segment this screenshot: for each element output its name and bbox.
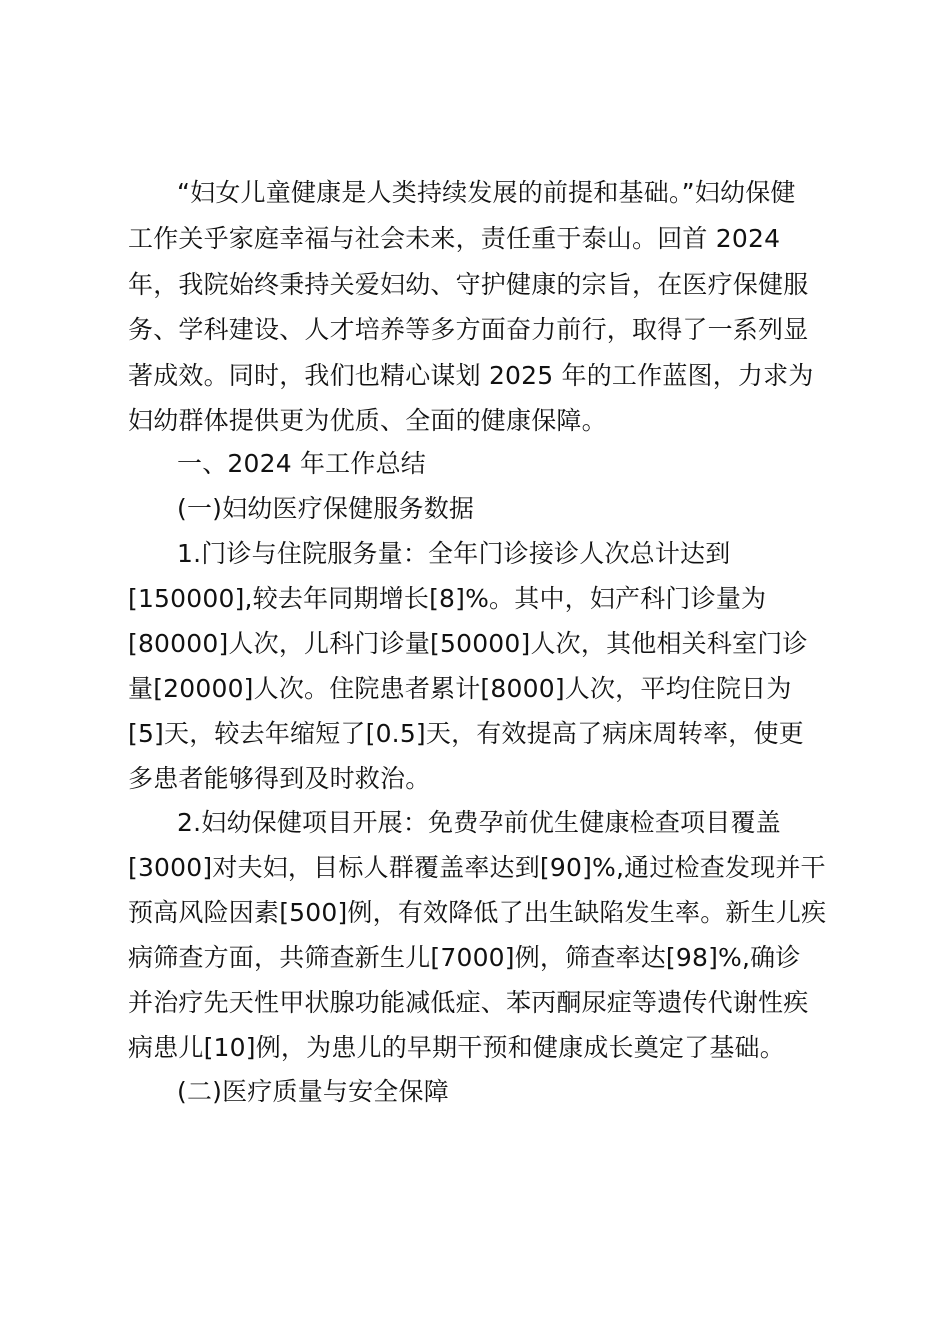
item-1-line-5: [5]天，较去年缩短了[0.5]天，有效提高了病床周转率，使更 <box>128 719 804 748</box>
item-2-line-6: 病患儿[10]例，为患儿的早期干预和健康成长奠定了基础。 <box>128 1033 785 1062</box>
subsection-heading-1: (一)妇幼医疗保健服务数据 <box>177 494 475 523</box>
intro-paragraph-line-6: 妇幼群体提供更为优质、全面的健康保障。 <box>128 406 607 435</box>
intro-paragraph-line-4: 务、学科建设、人才培养等多方面奋力前行，取得了一系列显 <box>128 315 809 344</box>
item-2-line-2: [3000]对夫妇，目标人群覆盖率达到[90]%,通过检查发现并干 <box>128 853 826 882</box>
item-1-line-4: 量[20000]人次。住院患者累计[8000]人次，平均住院日为 <box>128 674 792 703</box>
item-1-line-6: 多患者能够得到及时救治。 <box>128 764 431 793</box>
item-1-line-1: 1.门诊与住院服务量：全年门诊接诊人次总计达到 <box>177 539 731 568</box>
intro-paragraph-line-2: 工作关乎家庭幸福与社会未来，责任重于泰山。回首 2024 <box>128 224 781 253</box>
section-heading-1: 一、2024 年工作总结 <box>177 449 426 478</box>
item-1-line-3: [80000]人次，儿科门诊量[50000]人次，其他相关科室门诊 <box>128 629 808 658</box>
item-1-line-2: [150000],较去年同期增长[8]%。其中，妇产科门诊量为 <box>128 584 767 613</box>
intro-paragraph-line-3: 年，我院始终秉持关爱妇幼、守护健康的宗旨，在医疗保健服 <box>128 270 809 299</box>
intro-paragraph-line-5: 著成效。同时，我们也精心谋划 2025 年的工作蓝图，力求为 <box>128 361 814 390</box>
item-2-line-4: 病筛查方面，共筛查新生儿[7000]例，筛查率达[98]%,确诊 <box>128 943 801 972</box>
item-2-line-1: 2.妇幼保健项目开展：免费孕前优生健康检查项目覆盖 <box>177 808 781 837</box>
item-2-line-3: 预高风险因素[500]例，有效降低了出生缺陷发生率。新生儿疾 <box>128 898 827 927</box>
item-2-line-5: 并治疗先天性甲状腺功能减低症、苯丙酮尿症等遗传代谢性疾 <box>128 988 809 1017</box>
intro-paragraph-line-1: “妇女儿童健康是人类持续发展的前提和基础。”妇幼保健 <box>177 178 796 207</box>
subsection-heading-2: (二)医疗质量与安全保障 <box>177 1077 449 1106</box>
